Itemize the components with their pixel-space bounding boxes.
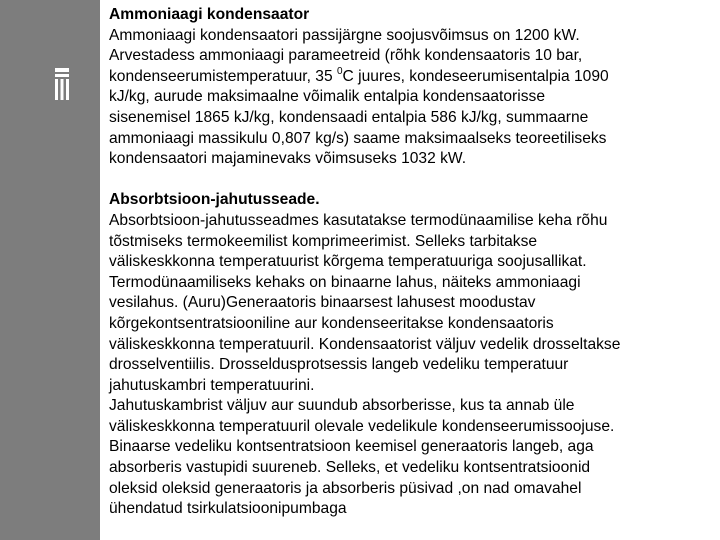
section-spacer <box>109 170 715 191</box>
section1-heading: Ammoniaagi kondensaator <box>109 6 310 23</box>
section1-line-4: kJ/kg, aurude maksimaalne võimalik entalpia kondensaatorisse <box>109 88 545 106</box>
sidebar-panel <box>0 0 100 540</box>
section1-line-3 <box>109 67 715 88</box>
section1-line-7: kondensaatori majaminevaks võimsuseks 1032 kW. <box>109 150 467 168</box>
section2-line-10: Jahutuskambrist väljuv aur suundub absorberisse, kus ta annab üle <box>109 397 575 415</box>
section2-line-3: väliskeskkonna temperatuurist kõrgema temperatuuriga soojusallikat. <box>109 253 587 271</box>
section2-line-14: oleksid oleksid generaatoris ja absorberis püsivad ,on nad omavahel <box>109 479 582 497</box>
grid-logo-icon <box>55 68 69 100</box>
section1-line-1: Ammoniaagi kondensaatori passijärgne soojusvõimsus on 1200 kW. <box>109 26 580 44</box>
section1-line-5: sisenemisel 1865 kJ/kg, kondensaadi entalpia 586 kJ/kg, summaarne <box>109 108 589 126</box>
section2-line-4: Termodünaamiliseks kehaks on binaarne lahus, näiteks ammoniaagi <box>109 273 581 291</box>
section2-line-7: väliskeskkonna temperatuuril. Kondensaatorist väljuv vedelik drosseltakse <box>109 335 621 353</box>
section2-line-8: drosselventiilis. Drosseldusprotsessis langeb vedeliku temperatuur <box>109 356 569 374</box>
section2-line-12: Binaarse vedeliku kontsentratsioon keemisel generaatoris langeb, aga <box>109 438 594 456</box>
section2-line-2: tõstmiseks termokeemilist komprimeerimist. Selleks tarbitakse <box>109 232 538 250</box>
section1-line-3-head: kondenseerumistemperatuur, 35 <box>109 67 337 85</box>
degree-superscript: 0 <box>336 65 343 77</box>
document-body <box>109 5 715 520</box>
section1-line-2: Arvestadess ammoniaagi parameetreid (rõhk kondensaatoris 10 bar, <box>109 47 583 65</box>
section2-line-6: kõrgekontsentratsiooniline aur kondenseeritakse kondensaatoris <box>109 314 554 332</box>
section1-line-3-tail: C juures, kondeseerumisentalpia 1090 <box>342 67 609 85</box>
section2-heading: Absorbtsioon-jahutusseade. <box>109 191 320 209</box>
section2-line-9: jahutuskambri temperatuurini. <box>109 376 315 394</box>
section1-line-6: ammoniaagi massikulu 0,807 kg/s) saame maksimaalseks teoreetiliseks <box>109 129 607 147</box>
section2-line-1: Absorbtsioon-jahutusseadmes kasutatakse termodünaamilise keha rõhu <box>109 211 608 229</box>
section2-line-11: väliskeskkonna temperatuuril olevale vedelikule kondenseerumissoojuse. <box>109 417 615 435</box>
section2-line-15: ühendatud tsirkulatsioonipumbaga <box>109 500 347 518</box>
section2-line-13: absorberis vastupidi suureneb. Selleks, et vedeliku kontsentratsioonid <box>109 459 591 477</box>
section2-line-5: vesilahus. (Auru)Generaatoris binaarsest lahusest moodustav <box>109 294 536 312</box>
